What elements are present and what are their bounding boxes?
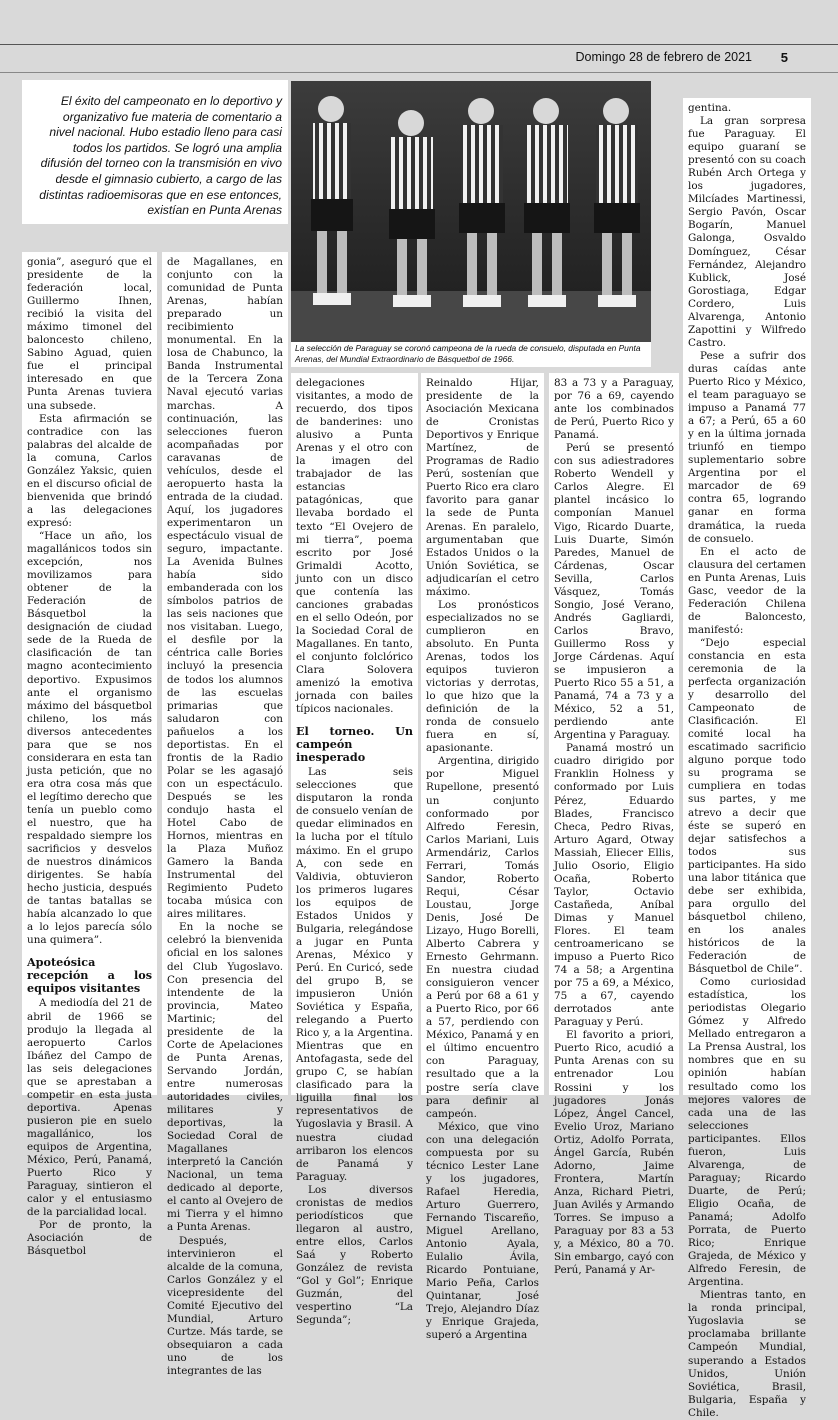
col5-paragraph: 83 a 73 y a Paraguay, por 76 a 69, cayendo ante los combinados de Perú, Puerto Rico y Panamá. — [554, 377, 674, 442]
photo-caption: La selección de Paraguay se coronó campeona de la rueda de consuelo, disputada en Punta Arenas, del Mundial Extraordinario de Básquetbol de 1966. — [291, 342, 651, 367]
col1-subheading: Apoteósica recepción a los equipos visitantes — [27, 955, 152, 996]
column-4 — [421, 373, 544, 1342]
col1-paragraph: Esta afirmación se contradice con las palabras del alcalde de la comuna, Carlos González Yaksic, quien en el discurso oficial de bienvenida que brindó a las delegaciones expresó: — [27, 412, 152, 529]
col6-paragraph: Pese a sufrir dos duras caídas ante Puerto Rico y México, el team paraguayo se impuso a Panamá 77 a 67; a Perú, 65 a 60 y en la última jornada triunfó en tiempo suplementario sobre Argentina por el marcador de 69 contra 65, logrando ganar en forma dramática, la rueda de consuelo. — [688, 349, 806, 545]
col2-paragraph: de Magallanes, en conjunto con la comunidad de Punta Arenas, habían preparado un recibimiento monumental. En la losa de Chabunco, la Banda Instrumental de la Tercera Zona Naval ejecutó varias marchas. A continuación, las selecciones fueron acompañadas por caravanas de vehículos, desde el aeropuerto hasta la entrada de la ciudad. Aquí, los jugadores experimentaron un espectáculo visual de seguro, impactante. La Avenida Bulnes había sido embanderada con los símbolos patrios de las seis naciones que nos visitaban. Luego, el desfile por la céntrica calle Bories incluyó la presencia de todos los alumnos de las escuelas primarias que saludaron con pañuelos a los deportistas. En el frontis de la Radio Polar se les agasajó con un espectáculo. Después se les condujo hasta el Hotel Cabo de Hornos, mientras en la Plaza Muñoz Gamero la Banda Instrumental del Regimiento Pudeto tocaba música con aires militares. — [167, 256, 283, 921]
top-rule — [0, 44, 838, 45]
col3-paragraph: Las seis selecciones que disputaron la ronda de consuelo venían de quedar eliminados en la lucha por el título máximo. En el grupo A, con sede en Valdivia, obtuvieron los primeros lugares los equipos de Estados Unidos y Bulgaria, relegándose a jugar en Punta Arenas, México y Perú. En Curicó, sede del grupo B, se impusieron Unión Soviética y España, relegando a Puerto Rico y, a la Argentina. Mientras que en Antofagasta, sede del grupo C, se habían clasificado para la liguilla final los representativos de Yugoslavia y Brasil. A nuestra ciudad arribaron los elencos de Panamá y Paraguay. — [296, 766, 413, 1183]
column-3 — [291, 373, 418, 1327]
col6-paragraph: gentina. — [688, 102, 732, 114]
column-6 — [683, 98, 811, 1419]
page-number: 5 — [780, 50, 788, 65]
col2-paragraph: Después, intervinieron el alcalde de la comuna, Carlos González y el vicepresidente del Comité Ejecutivo del Mundial, Arturo Curtze. Más tarde, se obsequiaron a cada uno de los integrantes de las — [167, 1234, 283, 1377]
col5-paragraph: Panamá mostró un cuadro dirigido por Franklin Holness y conformado por Luis Pérez, Eduardo Blades, Francisco Checa, Pedro Rivas, Arturo Agard, Otway Massiah, Eliecer Ellis, Julio Osorio, Eligio Ocaña, Roberto Taylor, Octavio Castañeda, Aníbal Dimas y Manuel Flores. El team centroamericano se impuso a Puerto Rico 74 a 58; a Argentina por 75 a 69, a México, 75 a 67, cayendo derrotados ante Paraguay y Perú. — [554, 742, 674, 1029]
col1-paragraph: A mediodía del 21 de abril de 1966 se produjo la llegada al aeropuerto Carlos Ibáñez del Campo de las seis delegaciones que se aprestaban a competir en esta justa deportiva. Apenas pusieron pie en suelo magallánico, los equipos de Argentina, México, Perú, Panamá, Puerto Rico y Paraguay, sintieron el calor y el entusiasmo de la parcialidad local. — [27, 997, 152, 1219]
col6-paragraph: Como curiosidad estadística, los periodistas Olegario Gómez y Alfredo Mellado entregaron a La Prensa Austral, los nombres que en su opinión habían resultado como los mejores valores de cada una de las selecciones participantes. Ellos fueron, Luis Alvarenga, de Paraguay; Ricardo Duarte, de Perú; Eligio Ocaña, de Panamá; Adolfo Porrata, de Puerto Rico; Enrique Grajeda, de México y Alfredo Feresin, de Argentina. — [688, 976, 806, 1289]
header-date: Domingo 28 de febrero de 2021 — [575, 50, 752, 64]
col4-paragraph: México, que vino con una delegación compuesta por su técnico Lester Lane y los jugadores, Rafael Heredia, Arturo Guerrero, Fernando Tiscareño, Miguel Arellano, Antonio Ayala, Eulalio Ávila, Ricardo Pontuiane, Mario Peña, Carlos Quintanar, José Trejo, Alejandro Díaz y Enrique Grajeda, superó a Argentina — [426, 1120, 539, 1342]
column-5 — [549, 373, 679, 1277]
col2-paragraph: En la noche se celebró la bienvenida oficial en los salones del Club Yugoslavo. Con presencia del intendente de la provincia, Mateo Martinic; del presidente de la Corte de Apelaciones de Punta Arenas, Servando Jordán, entre numerosas autoridades civiles, militares y deportivas, la Sociedad Coral de Magallanes interpretó la Canción Nacional, un tema dedicado al deporte, el canto al Ovejero de mi Tierra y el himno a Punta Arenas. — [167, 921, 283, 1234]
col1-paragraph: gonia”, aseguró que el presidente de la federación local, Guillermo Ihnen, recibió la visita del máximo timonel del baloncesto chileno, Sabino Aguad, quien fue el principal interesado en que Punta Arenas tuviera una subsede. — [27, 256, 152, 412]
col6-paragraph: En el acto de clausura del certamen en Punta Arenas, Luis Gasc, veedor de la Federación Chilena de Baloncesto, manifestó: — [688, 545, 806, 636]
col3-subheading: El torneo. Un campeón inesperado — [296, 724, 413, 765]
column-2 — [162, 252, 288, 1377]
col4-paragraph: Los pronósticos especializados no se cumplieron en absoluto. En Punta Arenas, todos los equipos tuvieron victorias y derrotas, lo que hizo que la definición de la ronda de consuelo fuera en sí, apasionante. — [426, 598, 539, 755]
team-photo — [291, 81, 651, 342]
intro-callout — [22, 80, 288, 224]
column-1 — [22, 252, 157, 1258]
col4-paragraph: Reinaldo Hijar, presidente de la Asociación Mexicana de Cronistas Deportivos y Enrique Martínez, de Programas de Radio Perú, sostenían que Puerto Rico era claro favorito para ganar la sede de Punta Arenas. En paralelo, argumentaban que Estados Unidos o la Unión Soviética, se adjudicarían el cetro máximo. — [426, 377, 539, 598]
col1-paragraph: Por de pronto, la Asociación de Básquetbol — [27, 1219, 152, 1258]
col3-paragraph: Los diversos cronistas de medios periodísticos que llegaron al austro, entre ellos, Carlos Saá y Roberto González de revista “Gol y Gol”; Enrique Guzmán, del vespertino “La Segunda”; — [296, 1183, 413, 1327]
col1-paragraph: “Hace un año, los magallánicos todos sin excepción, nos movilizamos para obtener de la Federación de Básquetbol la designación de ciudad sede de la Rueda de clasificación de tan magno acontecimiento deportivo. Expusimos ante el organismo máximo del básquetbol chileno, los más diversos antecedentes para que se nos considerara en esta tan justa petición, que no era otra cosa más que el legítimo derecho que tenía un pueblo como el nuestro, que ha respaldado siempre los sacrificios y desvelos de nuestros dinámicos dirigentes. Se había hecho justicia, después de tantas batallas se había alcanzado lo que a lo lejos parecía sólo una quimera”. — [27, 529, 152, 947]
col5-paragraph: Perú se presentó con sus adiestradores Roberto Wendell y Carlos Alegre. El plantel incásico lo componían Manuel Vigo, Ricardo Duarte, Luis Duarte, Simón Paredes, Manuel de Cárdenas, Oscar Sevilla, Carlos Vásquez, Tomás Songio, José Verano, Andrés Gagliardi, Carlos Bravo, Guillermo Ross y Jorge Cárdenas. Aquí se impusieron a Puerto Rico 55 a 51, a Panamá, 74 a 73 y a México, 52 a 51, perdiendo ante Argentina y Paraguay. — [554, 442, 674, 742]
col6-paragraph: Mientras tanto, en la ronda principal, Yugoslavia se proclamaba brillante Campeón Mundial, superando a Estados Unidos, Unión Soviética, Brasil, Bulgaria, España y Chile. — [688, 1289, 806, 1419]
col6-paragraph: “Dejo especial constancia en esta ceremonia de la perfecta organización y desarrollo del Campeonato de Clasificación. El comité local ha escatimado sacrificio alguno porque todo su programa se cumpliera en todas sus partes, y me atrevo a decir que éste se superó en dejar satisfechos a todos sus participantes. Ha sido una labor titánica que debe ser exhibida, para orgullo del básquetbol chileno, en los anales históricos de la Federación de Básquetbol de Chile”. — [688, 636, 806, 976]
team-photo-image — [291, 81, 651, 342]
col3-paragraph: delegaciones visitantes, a modo de recuerdo, dos tipos de banderines: uno alusivo a Punta Arenas y el otro con la imagen del trabajador de las estancias patagónicas, que llevaba bordado el texto “El Ovejero de mi tierra”, poema escrito por José Grimaldi Acotto, junto con un disco que contenía las canciones grabadas en el sello Odeón, por la Sociedad Coral de Magallanes. En tanto, el conjunto folclórico Clara Solovera amenizó la emotiva jornada con bailes típicos nacionales. — [296, 377, 413, 716]
col5-paragraph: El favorito a priori, Puerto Rico, acudió a Punta Arenas con su entrenador Lou Rossini y los jugadores Jonás López, Ángel Cancel, Evelio Uroz, Mariano Ortiz, Adolfo Porrata, Ángel García, Rubén Adorno, Jaime Frontera, Martín Anza, Richard Pietri, Juan Avilés y Armando Torres. Se impuso a Paraguay por 83 a 53 y, a México, 80 a 70. Sin embargo, cayó con Perú, Panamá y Ar- — [554, 1029, 674, 1277]
intro-text: El éxito del campeonato en lo deportivo y organizativo fue materia de comentario a nivel nacional. Hubo estadio lleno para casi todos los partidos. Se logró una amplia difusión del torneo con la transmisión en vivo desde el gimnasio cubierto, a cargo de las distintas radioemisoras que en ese entonces, existían en Punta Arenas — [39, 94, 282, 218]
header-rule — [0, 72, 838, 73]
col6-paragraph: La gran sorpresa fue Paraguay. El equipo guaraní se presentó con su coach Rubén Arch Ortega y los jugadores, Milcíades Martinessi, Sergio Pavón, Oscar Bogarín, Manuel Galonga, Osvaldo Domínguez, César Fernández, Alejandro Kublick, José Gorostiaga, Edgar Cordero, Luis Alvarenga, Antonio Zapottini y Wilfredo Castro. — [688, 115, 806, 349]
col4-paragraph: Argentina, dirigido por Miguel Rupellone, presentó un conjunto conformado por Alfredo Feresin, Carlos Mariani, Luis Armendáriz, Carlos Ferrari, Tomás Sandor, Roberto Requi, César Loustau, Jorge Denis, José De Lizayo, Hugo Borelli, Alberto Cabrera y Ernesto Gehrmann. En nuestra ciudad consiguieron vencer a Perú por 68 a 61 y a Puerto Rico, por 66 a 57, perdiendo con México, Panamá y en el último encuentro con Paraguay, resultado que a la postre sería clave para definir al campeón. — [426, 755, 539, 1120]
